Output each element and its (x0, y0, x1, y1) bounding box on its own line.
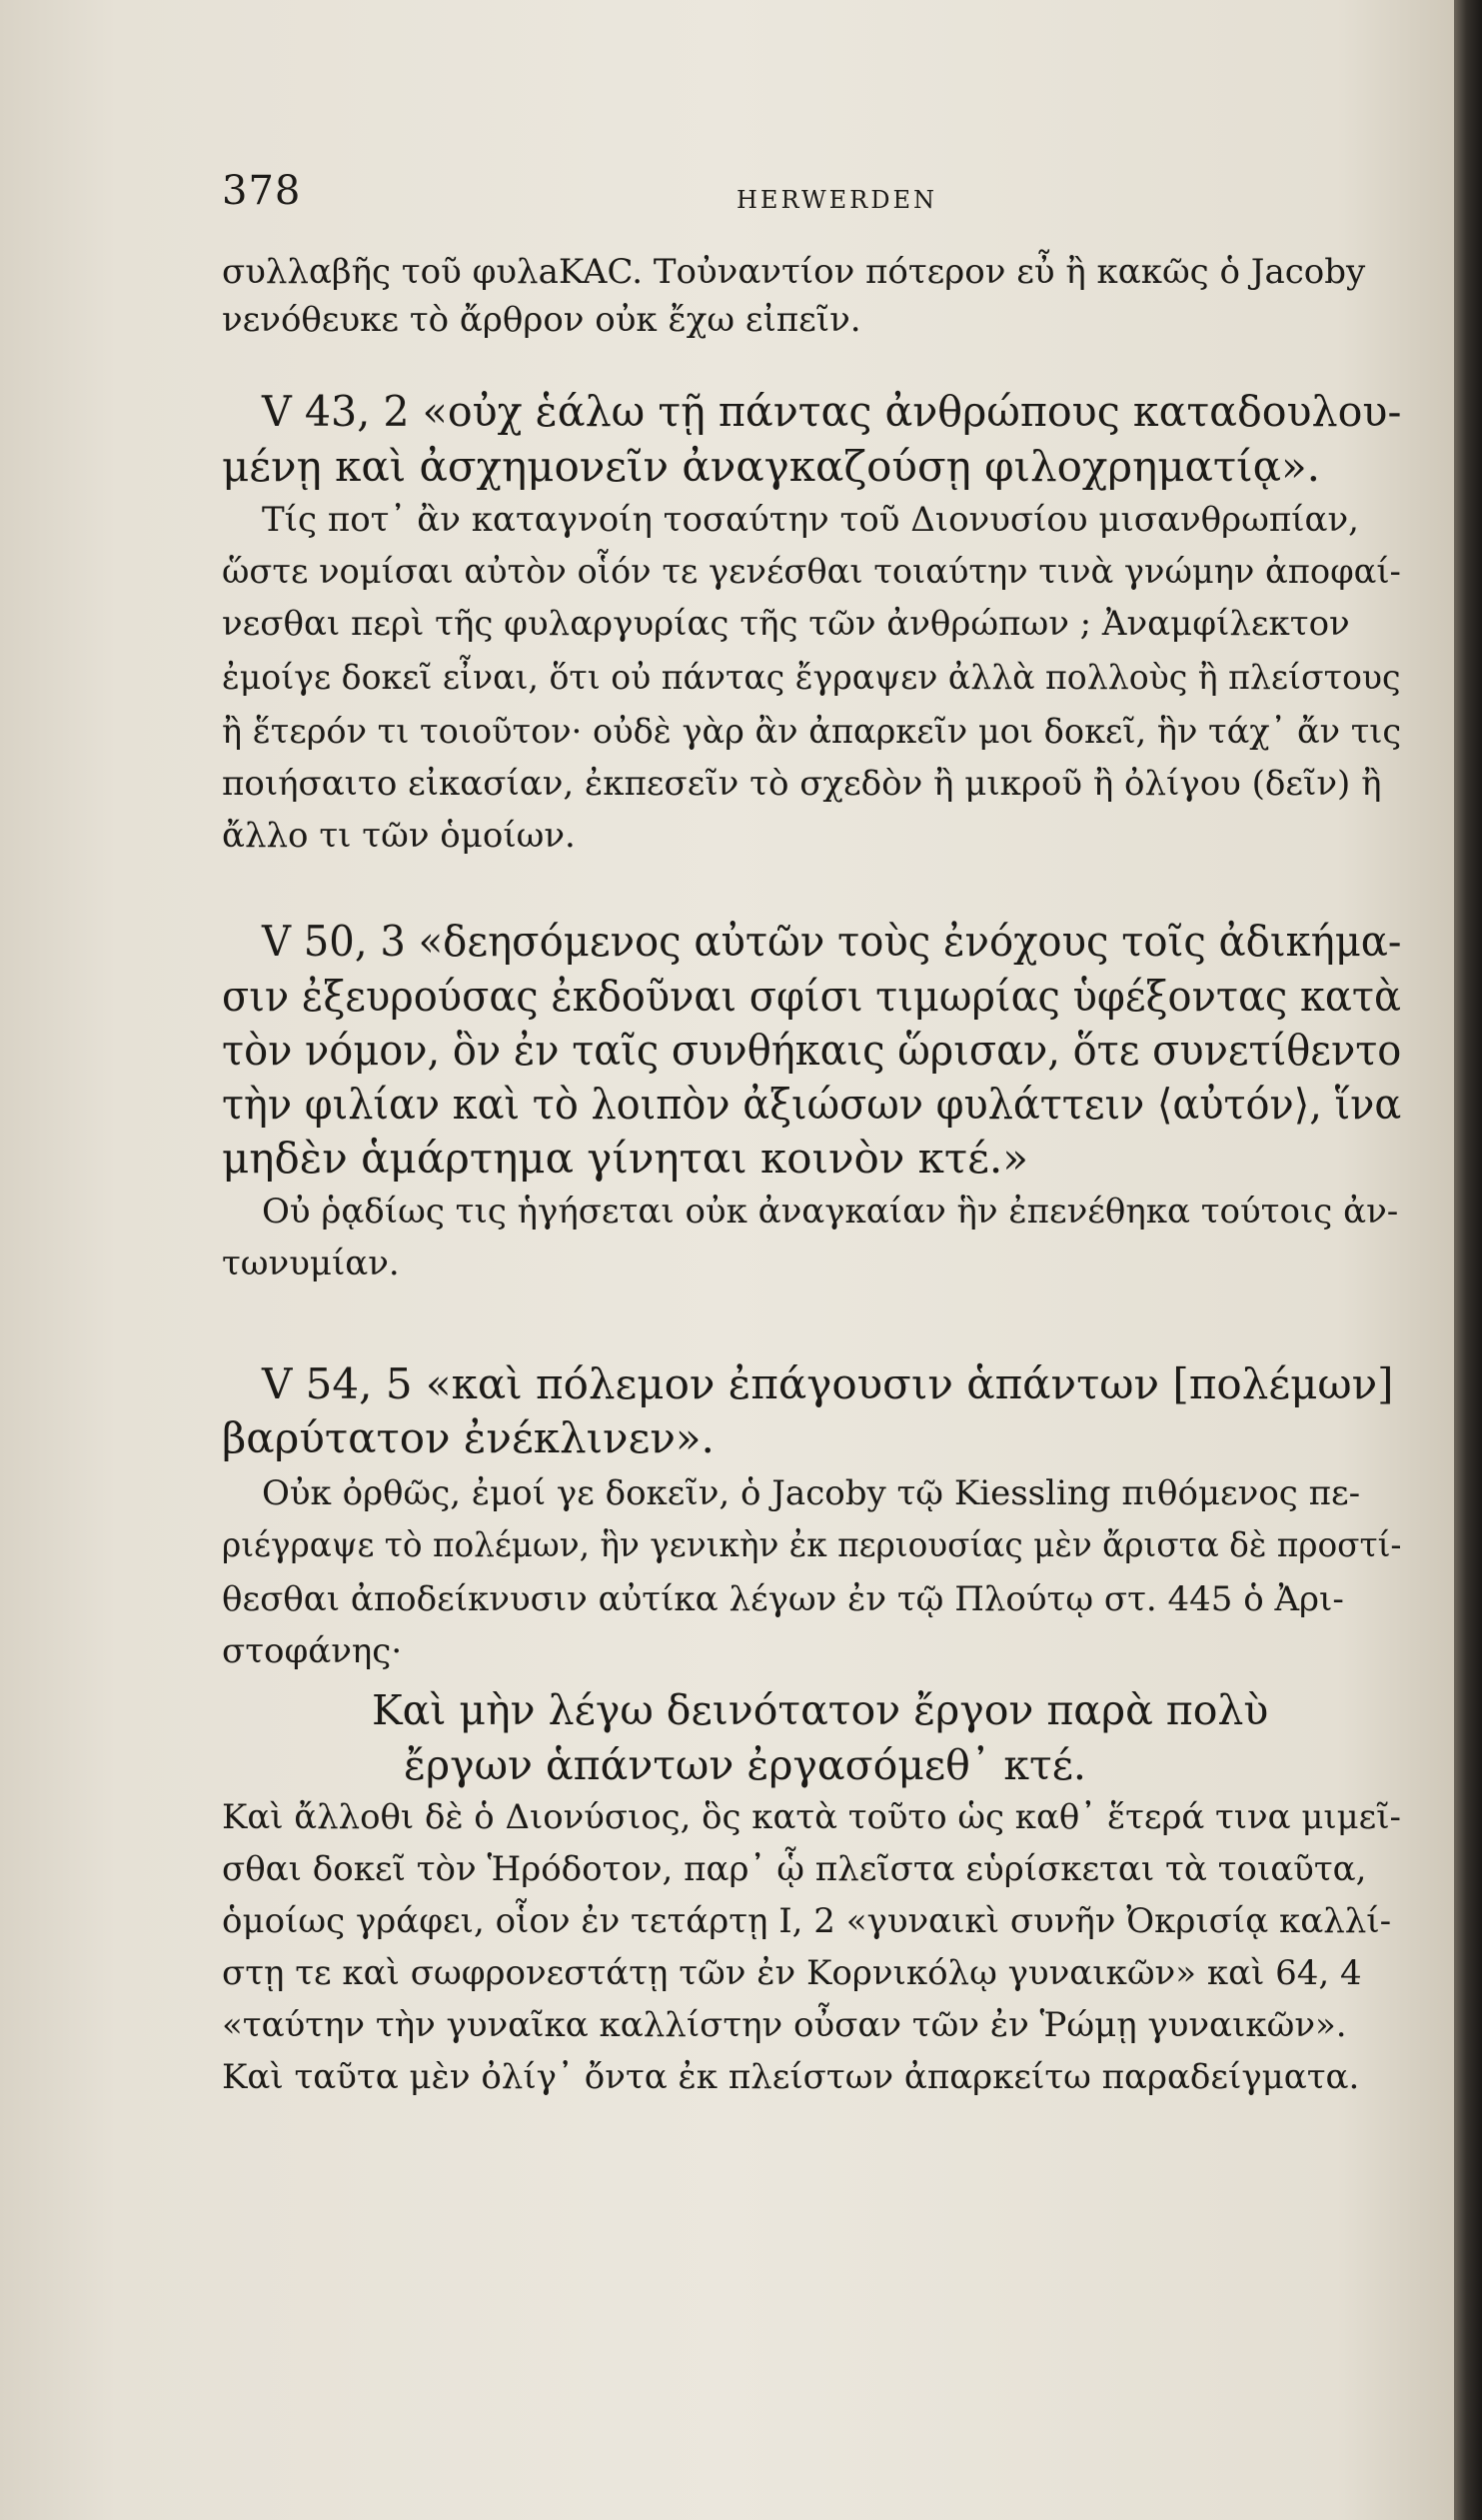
quote-line: τὴν φιλίαν καὶ τὸ λοιπὸν ἀξιώσων φυλάττειν ⟨αὐτόν⟩, ἵνα (222, 1080, 1402, 1129)
quote-line: V 50, 3 «δεησόμενος αὐτῶν τοὺς ἐνόχους τοῖς ἀδικήμα- (262, 917, 1402, 966)
running-head: HERWERDEN (737, 186, 938, 214)
text-line: στῃ τε καὶ σωφρονεστάτῃ τῶν ἐν Κορνικόλῳ γυναικῶν» καὶ 64, 4 (222, 1953, 1362, 1993)
text-line: Καὶ ταῦτα μὲν ὀλίγ᾽ ὄντα ἐκ πλείστων ἀπαρκείτω παραδείγματα. (222, 2057, 1360, 2097)
text-line: Οὐκ ὀρθῶς, ἐμοί γε δοκεῖν, ὁ Jacoby τῷ Kiessling πιθόμενος πε- (262, 1473, 1361, 1513)
text-line: τωνυμίαν. (222, 1244, 400, 1283)
text-line: ἢ ἕτερόν τι τοιοῦτον· οὐδὲ γὰρ ἂν ἀπαρκεῖν μοι δοκεῖ, ἣν τάχ᾽ ἄν τις (222, 712, 1402, 752)
quote-line: μένῃ καὶ ἀσχημονεῖν ἀναγκαζούσῃ φιλοχρηματίᾳ». (222, 442, 1320, 491)
verse-line: ἔργων ἁπάντων ἐργασόμεθ᾽ κτέ. (404, 1741, 1086, 1789)
verse-line: Καὶ μὴν λέγω δεινότατον ἔργον παρὰ πολὺ (372, 1686, 1269, 1734)
quote-line: μηδὲν ἁμάρτημα γίνηται κοινὸν κτέ.» (222, 1134, 1028, 1183)
text-line: Καὶ ἄλλοθι δὲ ὁ Διονύσιος, ὃς κατὰ τοῦτο ὡς καθ᾽ ἕτερά τινα μιμεῖ- (222, 1797, 1401, 1837)
text-line: ὥστε νομίσαι αὐτὸν οἷόν τε γενέσθαι τοιαύτην τινὰ γνώμην ἀποφαί- (222, 552, 1401, 592)
quote-line: σιν ἐξευρούσας ἐκδοῦναι σφίσι τιμωρίας ὑφέξοντας κατὰ (222, 972, 1401, 1021)
text-line: ἐμοίγε δοκεῖ εἶναι, ὅτι οὐ πάντας ἔγραψεν ἀλλὰ πολλοὺς ἢ πλείστους (222, 658, 1401, 698)
page-header (222, 168, 1391, 228)
text-line: συλλαβῆς τοῦ φυλaKAC. Τοὐναντίον πότερον εὖ ἢ κακῶς ὁ Jacoby (222, 252, 1366, 292)
text-line: στοφάνης· (222, 1631, 403, 1671)
text-line: ριέγραψε τὸ πολέμων, ἣν γενικὴν ἐκ περιουσίας μὲν ἄριστα δὲ προστί- (222, 1525, 1402, 1565)
text-line: Τίς ποτ᾽ ἂν καταγνοίη τοσαύτην τοῦ Διονυσίου μισανθρωπίαν, (262, 500, 1359, 540)
quote-line: βαρύτατον ἐνέκλινεν». (222, 1413, 715, 1462)
text-line: νεσθαι περὶ τῆς φυλαργυρίας τῆς τῶν ἀνθρώπων ; Ἀναμφίλεκτον (222, 604, 1350, 644)
page-binding-edge (1454, 0, 1482, 2520)
quote-line: V 54, 5 «καὶ πόλεμον ἐπάγουσιν ἁπάντων [πολέμων] (262, 1359, 1394, 1408)
page-number: 378 (222, 168, 302, 214)
text-line: ποιήσαιτο εἰκασίαν, ἐκπεσεῖν τὸ σχεδὸν ἢ μικροῦ ἢ ὀλίγου (δεῖν) ἢ (222, 764, 1382, 804)
text-line: ὁμοίως γράφει, οἷον ἐν τετάρτῃ I, 2 «γυναικὶ συνῆν Ὀκρισίᾳ καλλί- (222, 1901, 1392, 1941)
text-line: Οὐ ῥᾳδίως τις ἡγήσεται οὐκ ἀναγκαίαν ἣν ἐπενέθηκα τούτοις ἀν- (262, 1192, 1399, 1232)
text-line: σθαι δοκεῖ τὸν Ἡρόδοτον, παρ᾽ ᾧ πλεῖστα εὑρίσκεται τὰ τοιαῦτα, (222, 1849, 1367, 1889)
text-line: νενόθευκε τὸ ἄρθρον οὐκ ἔχω εἰπεῖν. (222, 300, 861, 340)
quote-line: V 43, 2 «οὐχ ἑάλω τῇ πάντας ἀνθρώπους καταδουλου- (262, 387, 1402, 436)
quote-line: τὸν νόμον, ὃν ἐν ταῖς συνθήκαις ὥρισαν, ὅτε συνετίθεντο (222, 1026, 1402, 1075)
text-line: «ταύτην τὴν γυναῖκα καλλίστην οὖσαν τῶν ἐν Ῥώμῃ γυναικῶν». (222, 2005, 1347, 2045)
text-line: θεσθαι ἀποδείκνυσιν αὐτίκα λέγων ἐν τῷ Πλούτῳ στ. 445 ὁ Ἀρι- (222, 1579, 1344, 1619)
text-line: ἄλλο τι τῶν ὁμοίων. (222, 816, 576, 856)
